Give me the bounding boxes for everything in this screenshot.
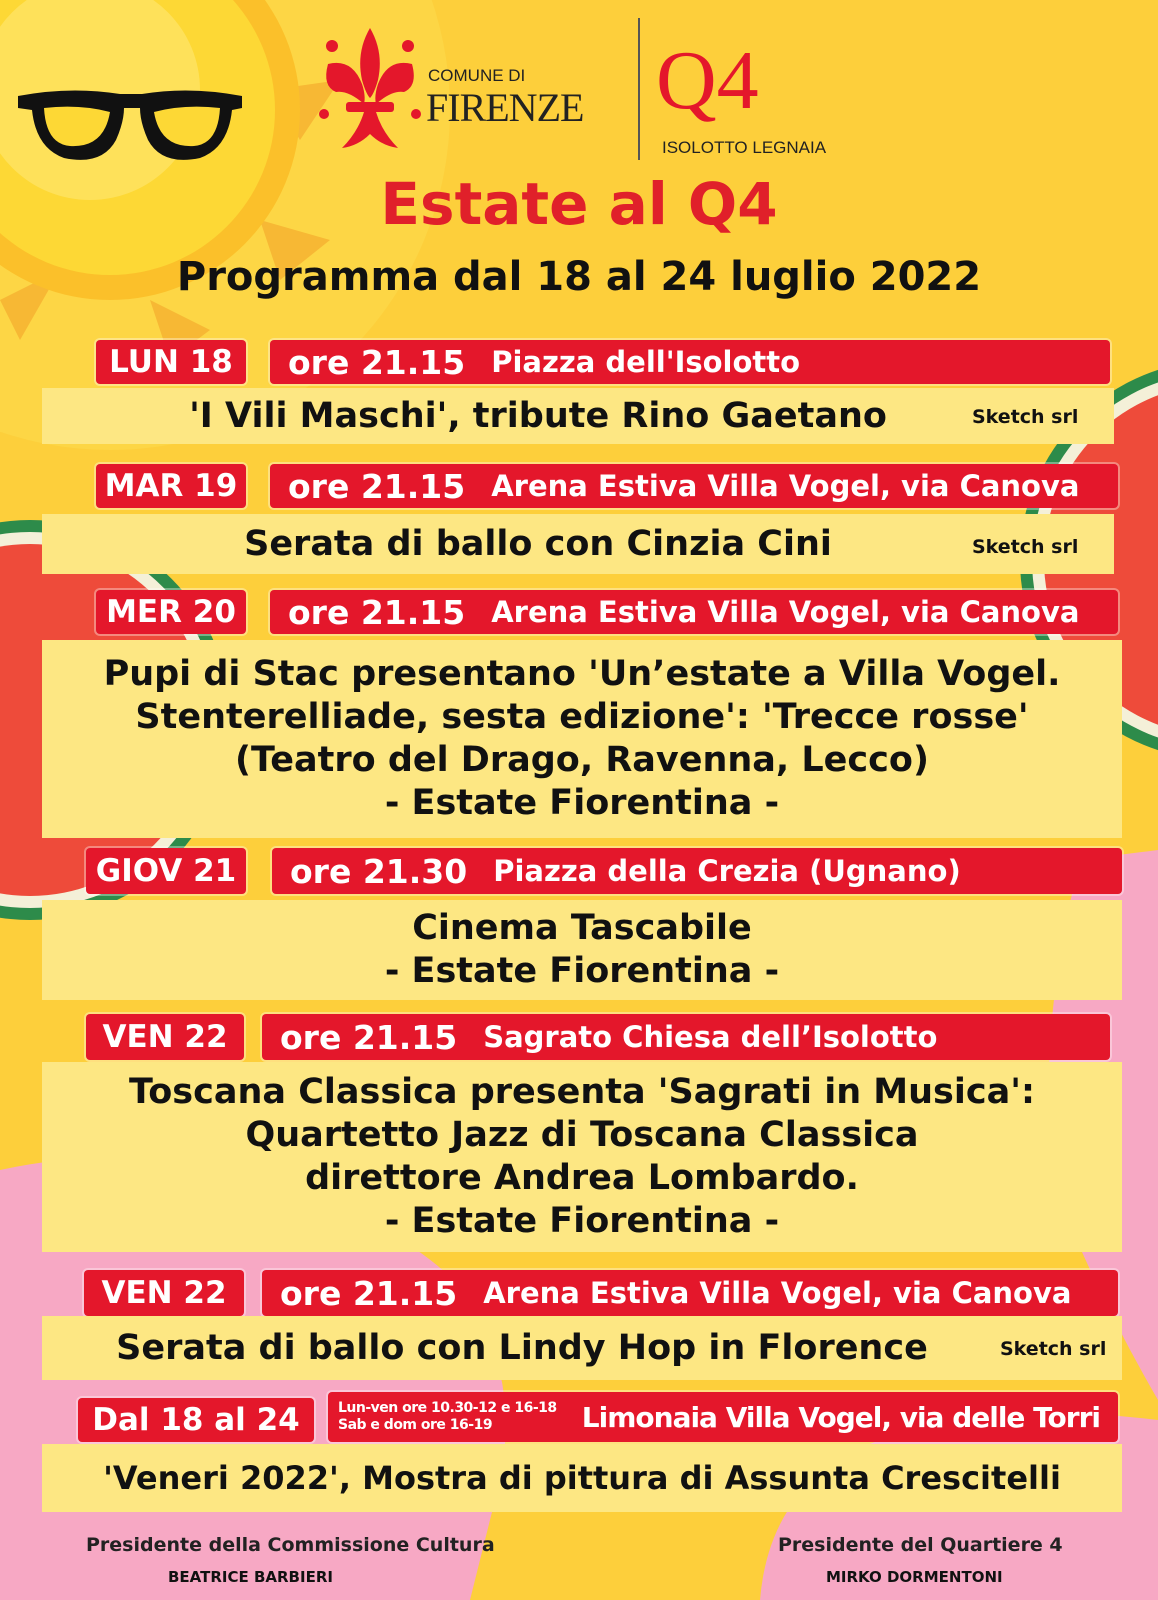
event-hours-weekday: Lun-ven ore 10.30-12 e 16-18 — [338, 1400, 557, 1416]
event-line: Quartetto Jazz di Toscana Classica — [245, 1115, 919, 1155]
event-time: ore 21.15 — [288, 592, 466, 632]
event-time-place — [262, 1014, 1110, 1060]
page-title: Estate al Q4 — [380, 170, 778, 238]
event-line: Serata di ballo con Cinzia Cini — [244, 523, 832, 564]
footer-left-name: BEATRICE BARBIERI — [168, 1568, 333, 1586]
logo-divider — [638, 18, 640, 160]
event-day: Dal 18 al 24 — [78, 1398, 314, 1442]
event-day: VEN 22 — [86, 1014, 244, 1060]
event-hours — [338, 1400, 557, 1434]
event-line: (Teatro del Drago, Ravenna, Lecco) — [235, 740, 929, 780]
event-organizer: Sketch srl — [972, 406, 1079, 428]
event-description — [42, 900, 1122, 1000]
event-line: - Estate Fiorentina - — [384, 783, 780, 823]
comune-label: COMUNE DI — [428, 66, 526, 85]
event-day: GIOV 21 — [86, 848, 246, 894]
footer-right-name: MIRKO DORMENTONI — [826, 1568, 1003, 1586]
event-place: Piazza dell'Isolotto — [491, 345, 801, 379]
event-organizer: Sketch srl — [1000, 1338, 1107, 1360]
event-description — [42, 514, 1114, 574]
event-time-place — [270, 590, 1118, 634]
event-line: - Estate Fiorentina - — [384, 1201, 780, 1241]
fleur-de-lis-icon — [318, 24, 423, 159]
event-line: Toscana Classica presenta 'Sagrati in Musica': — [129, 1072, 1035, 1112]
event-description — [42, 1316, 1122, 1380]
event-description — [42, 1444, 1122, 1512]
event-time: ore 21.15 — [288, 466, 466, 506]
event-description — [42, 388, 1114, 444]
event-place: Arena Estiva Villa Vogel, via Canova — [491, 469, 1080, 503]
event-organizer: Sketch srl — [972, 536, 1079, 558]
event-time: ore 21.15 — [288, 342, 466, 382]
event-time-place — [270, 340, 1110, 384]
event-line: 'I Vili Maschi', tribute Rino Gaetano — [189, 395, 887, 436]
event-place: Arena Estiva Villa Vogel, via Canova — [491, 595, 1080, 629]
q4-logo — [656, 36, 846, 166]
event-hours-weekend: Sab e dom ore 16-19 — [338, 1417, 493, 1433]
event-time-place — [328, 1392, 1118, 1442]
event-line: Stenterelliade, sesta edizione': 'Trecce rosse' — [135, 697, 1029, 737]
q4-mark: Q4 — [656, 34, 759, 127]
event-line: - Estate Fiorentina - — [384, 951, 780, 991]
event-time: ore 21.30 — [290, 851, 468, 891]
event-description — [42, 1062, 1122, 1252]
event-place: Piazza della Crezia (Ugnano) — [493, 854, 961, 888]
event-day: MER 20 — [96, 590, 246, 634]
event-day: MAR 19 — [96, 464, 246, 508]
comune-di-firenze-logo — [318, 24, 618, 164]
event-time: ore 21.15 — [280, 1017, 458, 1057]
footer-left-role: Presidente della Commissione Cultura — [86, 1534, 495, 1556]
firenze-label: FIRENZE — [426, 85, 584, 130]
event-day: VEN 22 — [84, 1270, 244, 1316]
event-place: Sagrato Chiesa dell’Isolotto — [483, 1020, 938, 1054]
event-time-place — [262, 1270, 1118, 1316]
footer-right-role: Presidente del Quartiere 4 — [778, 1534, 1063, 1556]
page-subtitle: Programma dal 18 al 24 luglio 2022 — [176, 254, 982, 300]
event-place: Arena Estiva Villa Vogel, via Canova — [483, 1276, 1072, 1310]
event-line: Pupi di Stac presentano 'Un’estate a Villa Vogel. — [103, 654, 1061, 694]
q4-sub-label: ISOLOTTO LEGNAIA — [662, 138, 827, 157]
event-line: 'Veneri 2022', Mostra di pittura di Assunta Crescitelli — [103, 1458, 1061, 1497]
event-time-place — [270, 464, 1118, 508]
event-line: Cinema Tascabile — [412, 908, 752, 948]
event-time: ore 21.15 — [280, 1273, 458, 1313]
event-day: LUN 18 — [96, 340, 246, 384]
event-line: Serata di ballo con Lindy Hop in Florence — [116, 1327, 928, 1368]
event-place: Limonaia Villa Vogel, via delle Torri — [581, 1400, 1100, 1434]
event-line: direttore Andrea Lombardo. — [305, 1158, 859, 1198]
event-description — [42, 640, 1122, 838]
event-time-place — [272, 848, 1122, 894]
